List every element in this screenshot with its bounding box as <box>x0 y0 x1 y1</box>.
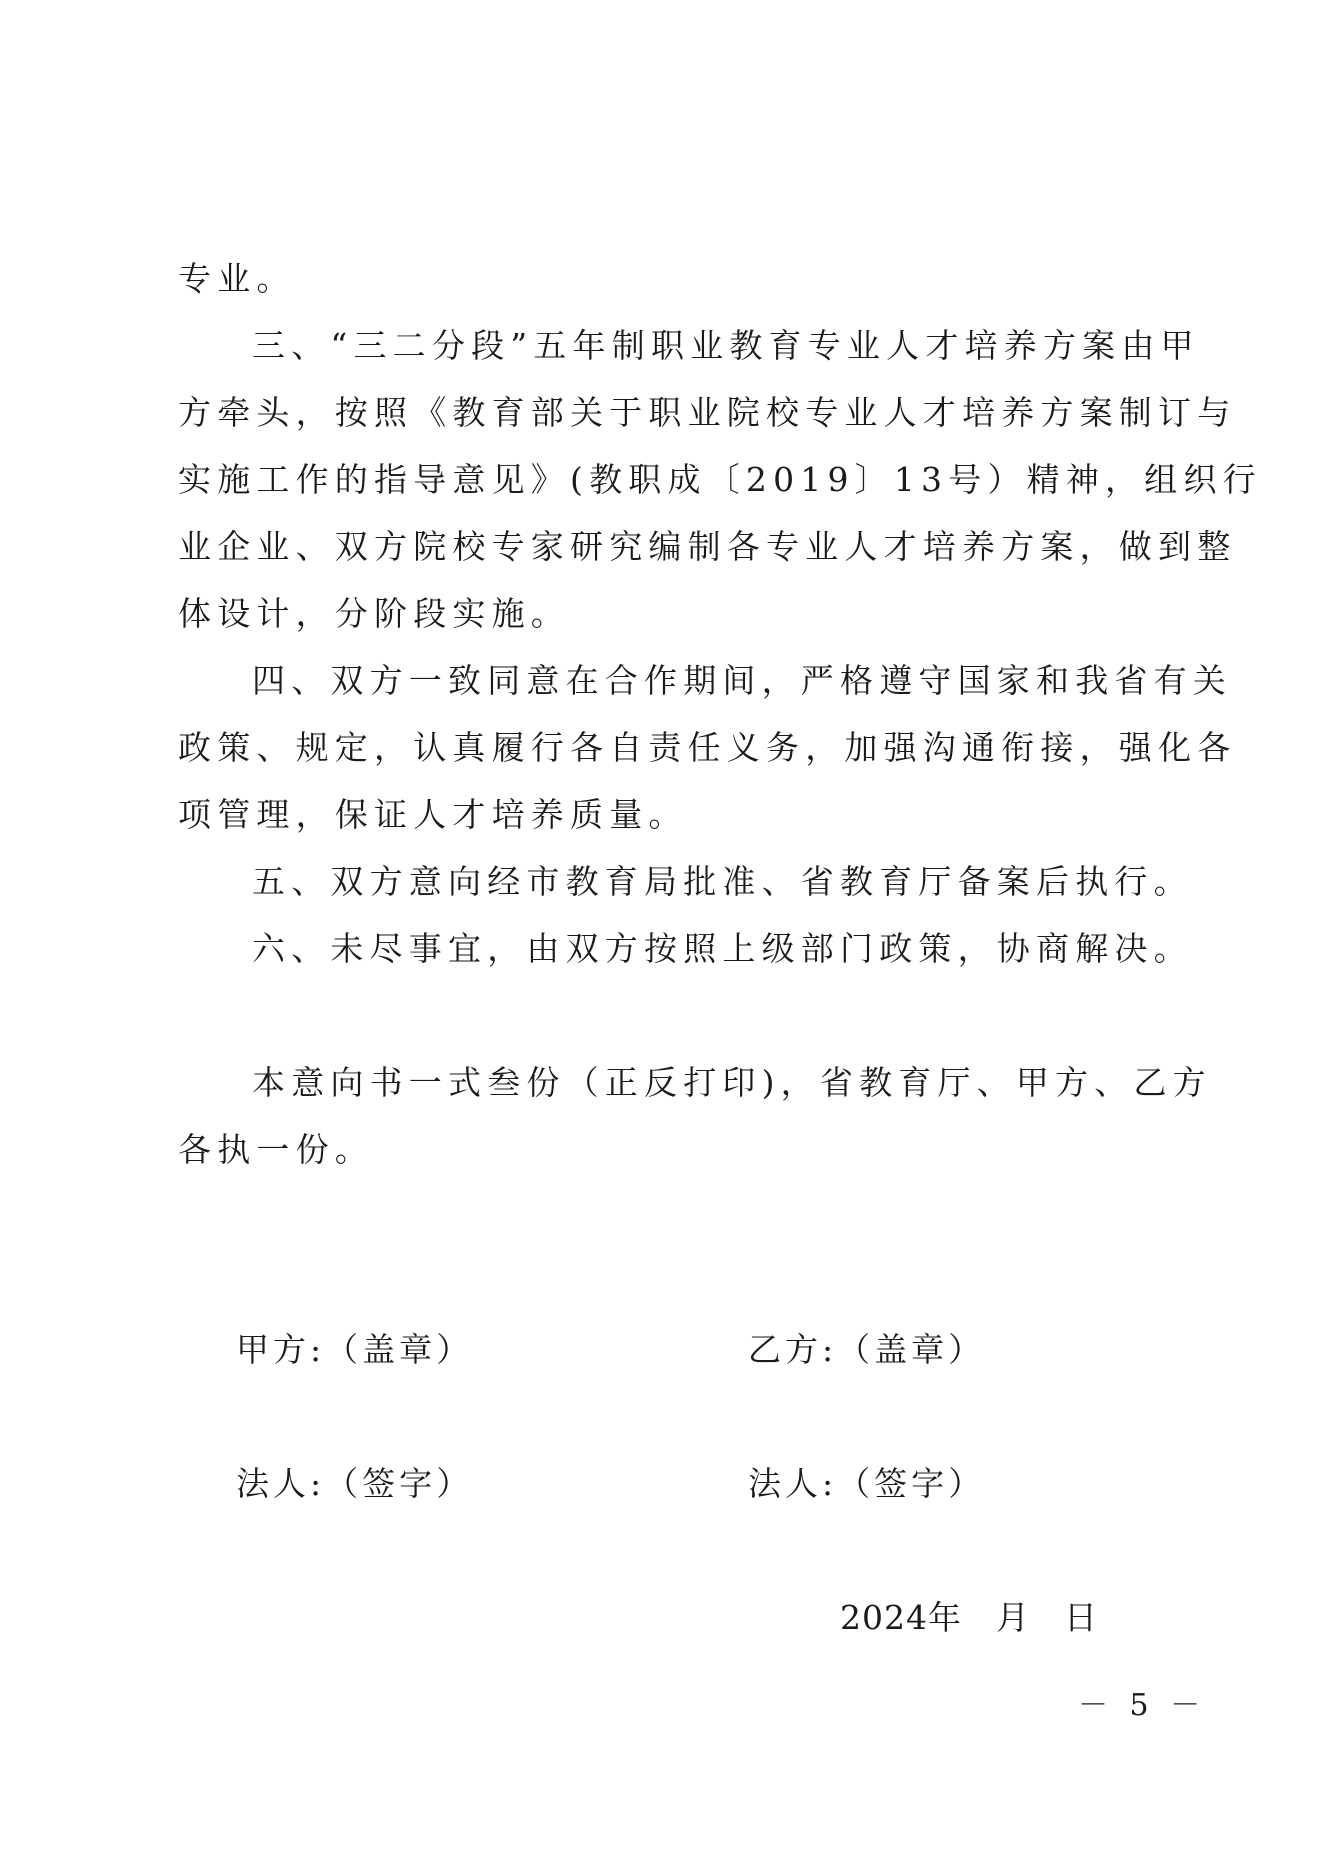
paragraph-line: 方牵头，按照《教育部关于职业院校专业人才培养方案制订与 <box>178 393 1237 432</box>
party-b-seal-label: 乙方:（盖章） <box>748 1330 986 1369</box>
paragraph-line: 本意向书一式叁份（正反打印)，省教育厅、甲方、乙方 <box>252 1063 1212 1102</box>
party-a-legal-label: 法人:（签字） <box>236 1464 474 1503</box>
page-number: － 5 － <box>1078 1688 1207 1723</box>
paragraph-line: 项管理，保证人才培养质量。 <box>178 795 688 834</box>
paragraph-line: 各执一份。 <box>178 1130 374 1169</box>
paragraph-line: 实施工作的指导意见》(教职成〔2019〕13号）精神，组织行 <box>178 460 1262 499</box>
party-a-seal-label: 甲方:（盖章） <box>236 1330 474 1369</box>
paragraph-line: 三、“三二分段”五年制职业教育专业人才培养方案由甲 <box>252 326 1200 365</box>
paragraph-line: 政策、规定，认真履行各自责任义务，加强沟通衔接，强化各 <box>178 728 1237 767</box>
paragraph-line: 专业。 <box>178 259 296 298</box>
paragraph-line: 五、双方意向经市教育局批准、省教育厅备案后执行。 <box>252 862 1193 901</box>
paragraph-line: 体设计，分阶段实施。 <box>178 594 570 633</box>
signing-date: 2024年 月 日 <box>840 1598 1098 1637</box>
paragraph-line: 六、未尽事宜，由双方按照上级部门政策，协商解决。 <box>252 929 1193 968</box>
paragraph-line: 业企业、双方院校专家研究编制各专业人才培养方案，做到整 <box>178 527 1237 566</box>
paragraph-line: 四、双方一致同意在合作期间，严格遵守国家和我省有关 <box>252 661 1232 700</box>
party-b-legal-label: 法人:（签字） <box>748 1464 986 1503</box>
